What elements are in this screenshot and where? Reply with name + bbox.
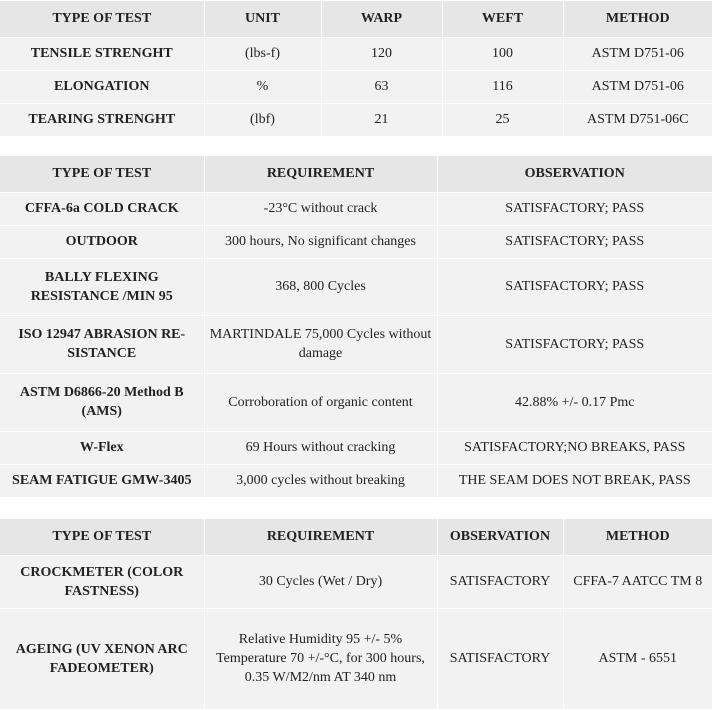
test-name-cell: ELONGATION bbox=[0, 70, 204, 103]
table-row bbox=[0, 103, 712, 136]
table-row bbox=[0, 315, 712, 373]
color-fastness-ageing-table bbox=[0, 519, 712, 710]
method-cell: CFFA-7 AATCC TM 8 bbox=[563, 555, 712, 608]
requirement-cell: Corroboration of organic content bbox=[204, 373, 437, 431]
header-cell: METHOD bbox=[563, 1, 712, 37]
weft-cell: 25 bbox=[442, 103, 563, 136]
method-cell: ASTM D751-06 bbox=[563, 37, 712, 70]
table-row bbox=[0, 225, 712, 258]
header-cell: TYPE OF TEST bbox=[0, 156, 204, 192]
table-row bbox=[0, 555, 712, 608]
warp-cell: 21 bbox=[321, 103, 442, 136]
requirement-cell: 300 hours, No significant changes bbox=[204, 225, 437, 258]
weft-cell: 116 bbox=[442, 70, 563, 103]
header-cell: REQUIREMENT bbox=[204, 156, 437, 192]
test-name-cell: SEAM FATIGUE GMW-3405 bbox=[0, 464, 204, 497]
requirement-cell: 368, 800 Cycles bbox=[204, 258, 437, 315]
unit-cell: (lbf) bbox=[204, 103, 321, 136]
method-cell: ASTM D751-06 bbox=[563, 70, 712, 103]
observation-cell: SATISFACTORY; PASS bbox=[437, 258, 712, 315]
table-row bbox=[0, 373, 712, 431]
test-name-cell: W-Flex bbox=[0, 431, 204, 464]
test-name-cell: ASTM D6866-20 Method B (AMS) bbox=[0, 373, 204, 431]
unit-cell: % bbox=[204, 70, 321, 103]
requirement-cell: 69 Hours without cracking bbox=[204, 431, 437, 464]
performance-tests-table bbox=[0, 156, 712, 498]
table-header-row bbox=[0, 156, 712, 192]
header-cell: REQUIREMENT bbox=[204, 519, 437, 555]
observation-cell: SATISFACTORY bbox=[437, 555, 563, 608]
header-cell: OBSERVATION bbox=[437, 519, 563, 555]
header-cell: WARP bbox=[321, 1, 442, 37]
test-name-cell: TENSILE STRENGHT bbox=[0, 37, 204, 70]
requirement-cell: 30 Cycles (Wet / Dry) bbox=[204, 555, 437, 608]
observation-cell: SATISFACTORY; PASS bbox=[437, 315, 712, 373]
method-cell: ASTM - 6551 bbox=[563, 608, 712, 709]
test-name-cell: CROCKMETER (COLOR FASTNESS) bbox=[0, 555, 204, 608]
table-row bbox=[0, 192, 712, 225]
test-name-cell: BALLY FLEXING RESISTANCE /MIN 95 bbox=[0, 258, 204, 315]
requirement-cell: 3,000 cycles without breaking bbox=[204, 464, 437, 497]
test-name-cell: AGEING (UV XENON ARC FADEOMETER) bbox=[0, 608, 204, 709]
requirement-cell: Relative Humidity 95 +/- 5% Temperature 70 +/-°C, for 300 hours, 0.35 W/M2/nm AT 340 nm bbox=[204, 608, 437, 709]
table-row bbox=[0, 431, 712, 464]
method-cell: ASTM D751-06C bbox=[563, 103, 712, 136]
table-row bbox=[0, 258, 712, 315]
test-name-cell: CFFA-6a COLD CRACK bbox=[0, 192, 204, 225]
warp-cell: 120 bbox=[321, 37, 442, 70]
observation-cell: THE SEAM DOES NOT BREAK, PASS bbox=[437, 464, 712, 497]
header-cell: TYPE OF TEST bbox=[0, 1, 204, 37]
observation-cell: 42.88% +/- 0.17 Pmc bbox=[437, 373, 712, 431]
table-row bbox=[0, 608, 712, 709]
requirement-cell: -23°C without crack bbox=[204, 192, 437, 225]
header-cell: METHOD bbox=[563, 519, 712, 555]
table-header-row bbox=[0, 519, 712, 555]
table-row bbox=[0, 70, 712, 103]
observation-cell: SATISFACTORY; PASS bbox=[437, 192, 712, 225]
table-row bbox=[0, 37, 712, 70]
weft-cell: 100 bbox=[442, 37, 563, 70]
header-cell: UNIT bbox=[204, 1, 321, 37]
test-name-cell: TEARING STRENGHT bbox=[0, 103, 204, 136]
test-name-cell: ISO 12947 ABRASION RE-SISTANCE bbox=[0, 315, 204, 373]
table-header-row bbox=[0, 1, 712, 37]
header-cell: WEFT bbox=[442, 1, 563, 37]
mechanical-properties-table bbox=[0, 1, 712, 137]
header-cell: OBSERVATION bbox=[437, 156, 712, 192]
observation-cell: SATISFACTORY bbox=[437, 608, 563, 709]
observation-cell: SATISFACTORY; PASS bbox=[437, 225, 712, 258]
warp-cell: 63 bbox=[321, 70, 442, 103]
unit-cell: (lbs-f) bbox=[204, 37, 321, 70]
requirement-cell: MARTINDALE 75,000 Cycles without damage bbox=[204, 315, 437, 373]
observation-cell: SATISFACTORY;NO BREAKS, PASS bbox=[437, 431, 712, 464]
test-name-cell: OUTDOOR bbox=[0, 225, 204, 258]
table-row bbox=[0, 464, 712, 497]
header-cell: TYPE OF TEST bbox=[0, 519, 204, 555]
